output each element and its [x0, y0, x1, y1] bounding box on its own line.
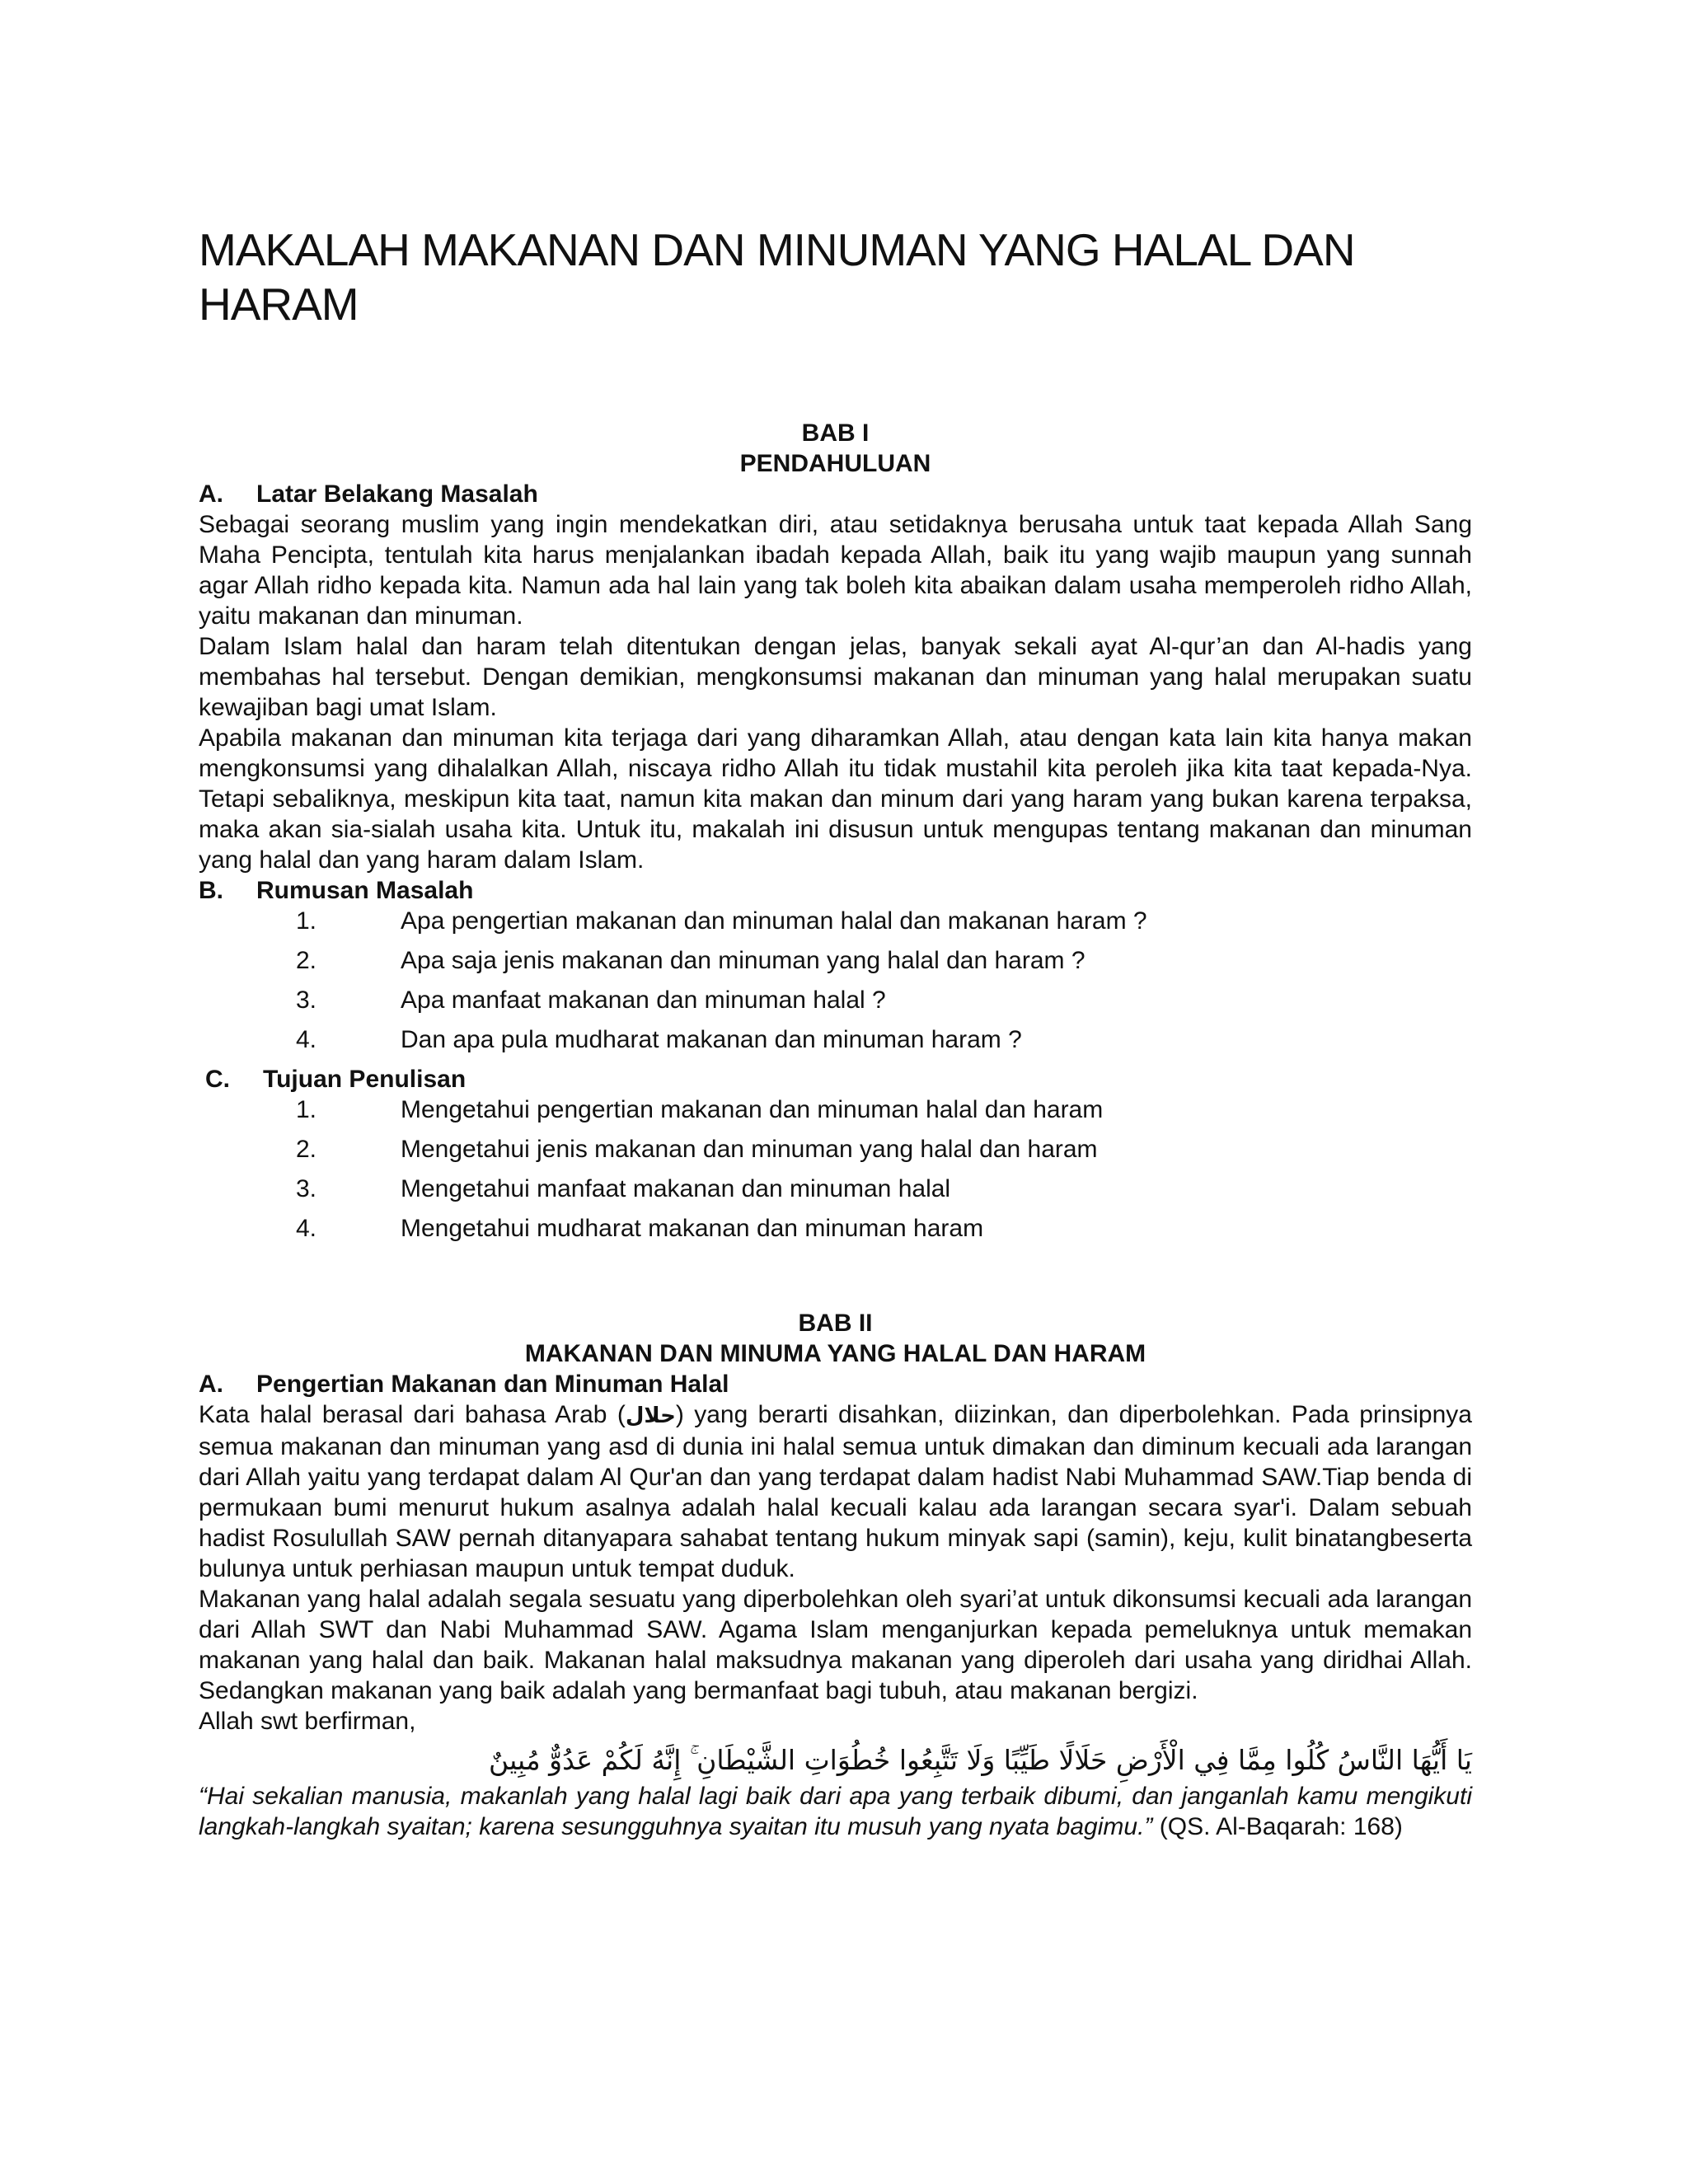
section-heading-pengertian [199, 1369, 1472, 1399]
list-item [199, 1024, 1472, 1055]
list-text: Dan apa pula mudharat makanan dan minuman haram ? [401, 1026, 1022, 1053]
section-heading-rumusan-masalah [199, 875, 1472, 906]
section-title: Tujuan Penulisan [263, 1066, 467, 1093]
list-item [199, 1134, 1472, 1165]
list-text: Mengetahui manfaat makanan dan minuman halal [401, 1175, 951, 1202]
translation-text: “Hai sekalian manusia, makanlah yang halal lagi baik dari apa yang terbaik dibumi, dan janganlah kamu mengikuti langkah-langkah syaitan; karena sesungguhnya syaitan itu musuh yang nyata bagimu.” [199, 1783, 1472, 1840]
bab2-title: MAKANAN DAN MINUMA YANG HALAL DAN HARAM [524, 1340, 1146, 1367]
list-number: 1. [296, 907, 317, 935]
section-title: Pengertian Makanan dan Minuman Halal [256, 1371, 729, 1398]
paragraph: Sebagai seorang muslim yang ingin mendekatkan diri, atau setidaknya berusaha untuk taat kepada Allah Sang Maha Pencipta, tentulah kita harus menjalankan ibadah kepada Allah, baik itu yang wajib maupun yang sunnah agar Allah ridho kepada kita. Namun ada hal lain yang tak boleh kita abaikan dalam usaha memperoleh ridho Allah, yaitu makanan dan minuman. [199, 511, 1472, 630]
bab1-label: BAB I [801, 419, 870, 447]
document-page [199, 223, 1472, 1842]
list-item [199, 945, 1472, 976]
list-number: 3. [296, 987, 317, 1014]
paragraph [199, 1399, 1472, 1584]
tujuan-penulisan-list [199, 1094, 1472, 1244]
paragraph: Apabila makanan dan minuman kita terjaga dari yang diharamkan Allah, atau dengan kata lain kita hanya makan mengkonsumsi yang dihalalkan Allah, niscaya ridho Allah itu tidak mustahil kita peroleh jika kita taat kepada-Nya. Tetapi sebaliknya, meskipun kita taat, namun kita makan dan minum dari yang haram yang bukan karena terpaksa, maka akan sia-sialah usaha kita. Untuk itu, makalah ini disusun untuk mengupas tentang makanan dan minuman yang halal dan yang haram dalam Islam. [199, 724, 1472, 874]
quran-verse-arabic: يَا أَيُّهَا النَّاسُ كُلُوا مِمَّا فِي الْأَرْضِ حَلَالًا طَيِّبًا وَلَا تَتَّبِعُوا خُطُوَاتِ الشَّيْطَانِ ۚ إِنَّهُ لَكُمْ عَدُوٌّ مُبِينٌ [488, 1744, 1472, 1776]
section-letter: B. [199, 877, 223, 904]
list-number: 4. [296, 1026, 317, 1053]
bab1-title: PENDAHULUAN [739, 450, 931, 477]
section-title: Latar Belakang Masalah [256, 480, 538, 508]
section-letter: A. [199, 480, 223, 508]
paragraph: Dalam Islam halal dan haram telah ditentukan dengan jelas, banyak sekali ayat Al-qur’an dan Al-hadis yang membahas hal tersebut. Dengan demikian, mengkonsumsi makanan dan minuman yang halal merupakan suatu kewajiban bagi umat Islam. [199, 633, 1472, 721]
section-title: Rumusan Masalah [256, 877, 474, 904]
section-heading-latar-belakang [199, 479, 1472, 509]
list-text: Apa saja jenis makanan dan minuman yang halal dan haram ? [401, 947, 1085, 974]
paragraph: Allah swt berfirman, [199, 1708, 416, 1735]
verse-translation [199, 1781, 1472, 1842]
arabic-word-halal: حلال [625, 1404, 676, 1428]
list-number: 2. [296, 1136, 317, 1163]
paragraph: Makanan yang halal adalah segala sesuatu yang diperbolehkan oleh syari’at untuk dikonsumsi kecuali ada larangan dari Allah SWT dan Nabi Muhammad SAW. Agama Islam menganjurkan kepada pemeluknya untuk memakan makanan yang halal dan baik. Makanan halal maksudnya makanan yang diperoleh dari usaha yang diridhai Allah. Sedangkan makanan yang baik adalah yang bermanfaat bagi tubuh, atau makanan bergizi. [199, 1586, 1472, 1704]
list-item [199, 1213, 1472, 1244]
rumusan-masalah-list [199, 906, 1472, 1055]
list-item [199, 985, 1472, 1015]
list-text: Mengetahui jenis makanan dan minuman yang halal dan haram [401, 1136, 1098, 1163]
list-text: Mengetahui mudharat makanan dan minuman haram [401, 1215, 984, 1242]
section-letter: C. [205, 1066, 230, 1093]
section-heading-tujuan-penulisan [199, 1064, 1472, 1094]
list-number: 1. [296, 1096, 317, 1123]
list-item [199, 1174, 1472, 1204]
section-letter: A. [199, 1371, 223, 1398]
list-number: 3. [296, 1175, 317, 1202]
list-text: Mengetahui pengertian makanan dan minuman halal dan haram [401, 1096, 1104, 1123]
list-text: Apa manfaat makanan dan minuman halal ? [401, 987, 886, 1014]
paragraph-text: Kata halal berasal dari bahasa Arab ( [199, 1401, 626, 1428]
list-text: Apa pengertian makanan dan minuman halal dan makanan haram ? [401, 907, 1147, 935]
list-item [199, 1094, 1472, 1125]
list-number: 2. [296, 947, 317, 974]
list-number: 4. [296, 1215, 317, 1242]
verse-citation: (QS. Al-Baqarah: 168) [1152, 1813, 1403, 1840]
list-item [199, 906, 1472, 936]
paragraph-text: ) yang berarti disahkan, diizinkan, dan diperbolehkan. Pada prinsipnya semua makanan dan minuman yang asd di dunia ini halal semua untuk dimakan dan diminum kecuali ada larangan dari Allah yaitu yang terdapat dalam Al Qur'an dan yang terdapat dalam hadist Nabi Muhammad SAW.Tiap benda di permukaan bumi menurut hukum asalnya adalah halal kecuali kalau ada larangan secara syar'i. Dalam sebuah hadist Rosulullah SAW pernah ditanyapara sahabat tentang hukum minyak sapi (samin), keju, kulit binatangbeserta bulunya untuk perhiasan maupun untuk tempat duduk. [199, 1401, 1472, 1582]
bab2-label: BAB II [798, 1310, 873, 1337]
document-title: MAKALAH MAKANAN DAN MINUMAN YANG HALAL DAN HARAM [199, 224, 1355, 330]
